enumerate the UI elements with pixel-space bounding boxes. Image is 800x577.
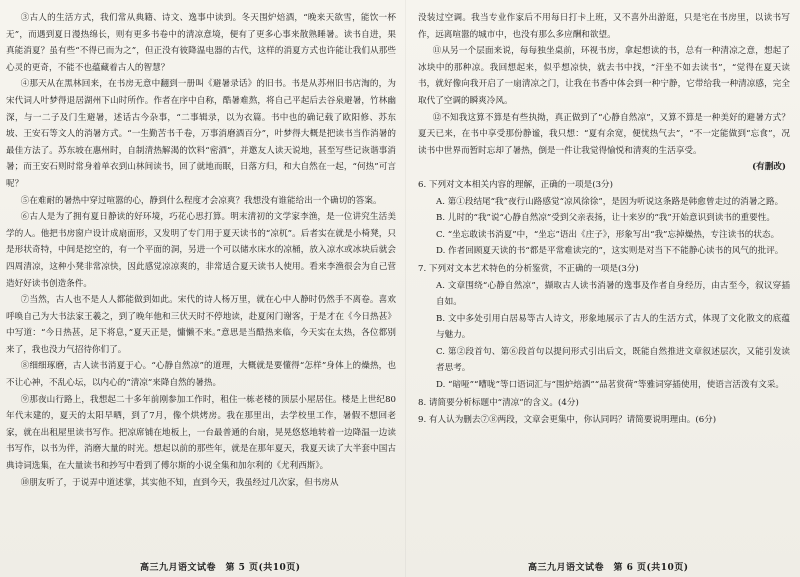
page-footer-left: 高三九月语文试卷 第 5 页(共10页) [140, 563, 301, 573]
question-7-option-b: B. 文中多处引用白居易等古人诗文，形象地展示了古人的生活方式，体现了文化散文的底蕴与魅力。 [436, 313, 790, 341]
question-8: 8. 请简要分析标题中“清凉”的含义。(4分) [418, 397, 579, 408]
question-6-option-d: D. 作者回顾夏天读的书“都是平常难读完的”，这实则是对当下不能静心读书的风气的批评。 [436, 246, 784, 257]
passage-paragraph-10: ⑩朋友听了，于说弄中道述掌，其实他不知，直到今天，我虽经过几次家，但书房从 [20, 477, 339, 488]
edited-note: (有删改) [752, 162, 786, 173]
question-6: 6. 下列对文本相关内容的理解，正确的一项是(3分) [418, 179, 613, 190]
passage-paragraph-7: ⑦当然，古人也不是人人都能做到如此。宋代的诗人杨万里，就在心中人静时仍然手不离卷。喜欢呼唤自己为大书法家王羲之，到了晚年他和三伏天时不停地读，赴夏闲门谢客，于是才在《今日热甚》中写道：“今日热甚，足下将息，”夏天正是，慵懒不来。”意思是当酷热来临，今天实在太热，各位都别来了，我也没力气招待你们了。 [6, 295, 396, 355]
question-6-option-a: A. 第①段结尾“我”夜行山路感觉“凉风徐徐”，是因为听说这条路是韩愈曾走过的消暑之路。 [436, 196, 784, 207]
question-6-option-b: B. 儿时的“我”说“心静自然凉”受到父亲表扬，让十来岁的“我”开始意识到读书的重要性。 [436, 213, 775, 224]
passage-paragraph-3: ③古人的生活方式，我们常从典籍、诗文、逸事中读到。冬天围炉焙酒，“晚来天欲雪，能饮一杯无”，而遇到夏日漫热绵长，则有更多书卷中的清凉意境，便有了更多心事来散熟睡暑。读书自进，果真能消夏？虽有些“不得已而为之”，但正没有彼降温电器的古代，这样的消夏方式也许能让我们从那些心灵的更奇，不能不也蕴藏着古人的智慧？ [6, 13, 396, 73]
right-page [418, 10, 790, 553]
passage-paragraph-4: ④那天从在黑林回来，在书房无意中翻到一册叫《避暑录话》的旧书。书是从苏州旧书店淘的，为宋代词人叶梦得退居湖州下山时所作。作者在序中自称，酷暑难熬，将自己平起后去谷泉避暑，竹林幽深，与一二子及门生避暑，述话古今杂事，“二事辑录，以为衣篇。书中也的确记载了欧阳修、苏东坡、王安石等文人的消暑方式。“一生勤苦书千卷，万事消磨酒百分”，叶梦得大概是把读书当作消暑的最佳方法了。苏东坡在惠州时，自制清热解渴的饮料“密酒”，并邀友人读天说地，甚至写些记诙谐事消暑；而王安石则时常身着单衣到山林间读书，回了就地而眠，日落方归，和大自然在一起，“何热”可言呢？ [6, 79, 396, 189]
question-7-option-a: A. 文章围绕“心静自然凉”，撷取古人读书消暑的逸事及作者自身经历，由古至今，叙议穿插自如。 [436, 280, 790, 308]
passage-paragraph-5: ⑤在难耐的暑热中穿过喧嚣的心，静到什么程度才会凉爽？我想没有谁能给出一个确切的答案。 [20, 195, 382, 206]
page-footer-right: 高三九月语文试卷 第 6 页(共10页) [528, 563, 689, 573]
page-gutter [405, 0, 406, 577]
passage-paragraph-9: ⑨那夜山行路上，我想起二十多年前刚参加工作时，租住一栋老楼的顶层小屋居住。楼是上世纪80年代末建的，夏天的太阳早晒，到了7月，像个烘烤房。我在那里出，去学校里工作，暑假不想回老家，就在出租屋里读书写作。把凉席铺在地板上，一台最普通的台扇，晃晃悠悠地转着一边降温一边读书写作，以书为伴，消磨大量的时光。想起以前的那些年，就是在那年夏天，我夏天读了大半套中国古典诗词选集，在大量读书和抄写中看到了傅尔斯的小说全集和加尔利的《尤利西斯》。 [6, 394, 396, 472]
question-6-option-c: C. “坐忘敢读书消夏”中，“坐忘”语出《庄子》，形象写出“我”忘掉燥热，专注读书的状态。 [436, 229, 780, 240]
passage-paragraph-11: ⑪从另一个层面来说，每每独坐桌前，环视书房，拿起想读的书，总有一种清凉之意，想起了冰块中的那种凉。我回想起来，似乎想凉快，就去书中找，“汗坐不如去读书”，“觉得在夏天读书，就好像向我开启了一扇清凉之门，让我在书香中体会到一种宁静，它带给我一种清凉感，完全取代了空调的瞬爽冷风。 [418, 46, 790, 106]
question-7-option-c: C. 第②段首句、第⑥段首句以提问形式引出后文，既能自然推进文章叙述层次，又能引发读者思考。 [436, 346, 790, 374]
passage-continuation: 没装过空调。我当专业作家后不用每日打卡上班，又不喜外出游逛，只是宅在书房里，以读书写作，远离喧嚣的城市中，也没有那么多应酬和欲望。 [418, 13, 790, 40]
question-9: 9. 有人认为删去⑦⑧两段，文章会更集中，你认同吗？请简要说明理由。(6分) [418, 415, 717, 426]
left-page [6, 10, 396, 553]
question-7-option-d: D. “暗哑”“嘈咙”等口语词汇与“围炉焙酒”“品茗赏荷”等雅词穿插使用，使语言活泼有文采。 [436, 380, 784, 391]
passage-paragraph-12: ⑫不知我这算不算是有些执拗，真正做到了“心静自然凉”，又算不算是一种美好的避暑方式？夏天已来，在书中享受那份静谧，我只想：“夏有余宽，便忧热气去”，“不一定能做到“忘食”，况读书中世界而暂时忘却了暑热，倒是一件让我觉得愉悦和清爽的生活享受。 [418, 112, 790, 156]
passage-paragraph-8: ⑧细细琢磨，古人读书消夏于心。“心静自然凉”的道理，大概就是要懂得“怎样”身体上的燥热，也不让心神，不乱心坛，以内心的“清凉”来降自然的暑热。 [6, 361, 396, 389]
passage-paragraph-6: ⑥古人是为了拥有夏日静读的好环境，巧花心思打算。明末清初的文学家李渔，是一位讲究生活美学的人。他把书房窗户设计成扇面形，又发明了专门用于夏天读书的“凉杌”。后者实在就是小椅凳，只是形状奇特，中间是挖空的，有一个平面的洞，另进一个可以储水床水的凉桶，放入凉水或冰块后就会四周清凉，这种小凳非常凉快，因此感觉凉凉爽的，非常适合夏天读书人使用。看来李渔很会为自己营造好好读书创造条件。 [6, 212, 396, 289]
question-7: 7. 下列对文本艺术特色的分析鉴赏，不正确的一项是(3分) [418, 263, 639, 274]
